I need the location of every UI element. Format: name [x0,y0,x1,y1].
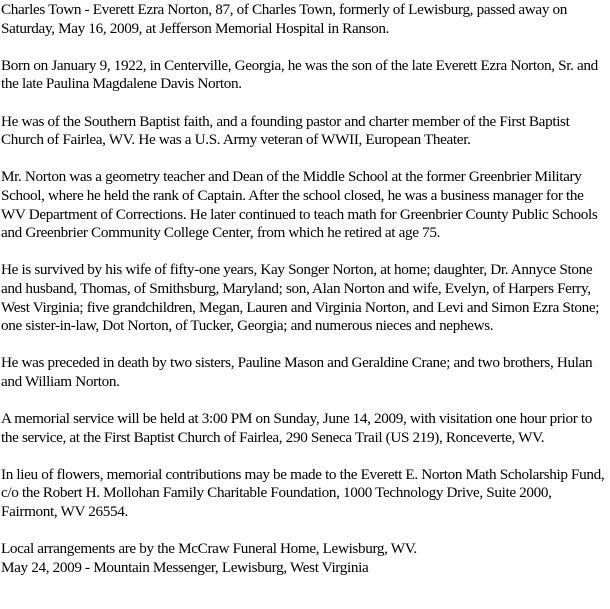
survivors-paragraph: He is survived by his wife of fifty-one years, Kay Songer Norton, at home; daughter, Dr. Annyce Stone and husband, Thomas, of Smithsburg, Maryland; son, Alan Norton and wife, Evelyn, of Harpers Ferry, West Virginia; five grandchildren, Megan, Lauren and Virginia Norton, and Levi and Simon Ezra Stone; one sister-in-law, Dot Norton, of Tucker, Georgia; and numerous nieces and nephews. [1,261,600,335]
career-paragraph: Mr. Norton was a geometry teacher and Dean of the Middle School at the former Greenbrier Military School, where he held the rank of Captain. After the school closed, he was a business manager for the WV Department of Corrections. He later continued to teach math for Greenbrier County Public Schools and Greenbrier Community College Center, from which he retired at age 75. [1,168,598,242]
birth-paragraph: Born on January 9, 1922, in Centerville, Georgia, he was the son of the late Everett Ezra Norton, Sr. and the late Paulina Magdalene Davis Norton. [1,56,598,93]
obituary-intro-paragraph: Charles Town - Everett Ezra Norton, 87, of Charles Town, formerly of Lewisburg, passed away on Saturday, May 16, 2009, at Jefferson Memorial Hospital in Ranson. [1,1,567,37]
publication-source-line: May 24, 2009 - Mountain Messenger, Lewisburg, West Virginia [1,558,369,576]
memorial-service-paragraph: A memorial service will be held at 3:00 PM on Sunday, June 14, 2009, with visitation one hour prior to the service, at the First Baptist Church of Fairlea, 290 Seneca Trail (US 219), Ronceverte, WV. [1,410,592,446]
preceded-in-death-paragraph: He was preceded in death by two sisters, Pauline Mason and Geraldine Crane; and two brothers, Hulan and William Norton. [1,354,593,390]
faith-service-paragraph: He was of the Southern Baptist faith, and a founding pastor and charter member of the First Baptist Church of Fairlea, WV. He was a U.S. Army veteran of WWII, European Theater. [1,112,570,149]
memorial-contributions-paragraph: In lieu of flowers, memorial contributions may be made to the Everett E. Norton Math Scholarship Fund, c/o the Robert H. Mollohan Family Charitable Foundation, 1000 Technology Drive, Suite 2000, Fairmont, WV 26554. [1,465,605,521]
funeral-arrangements-line: Local arrangements are by the McCraw Funeral Home, Lewisburg, WV. [1,540,417,558]
